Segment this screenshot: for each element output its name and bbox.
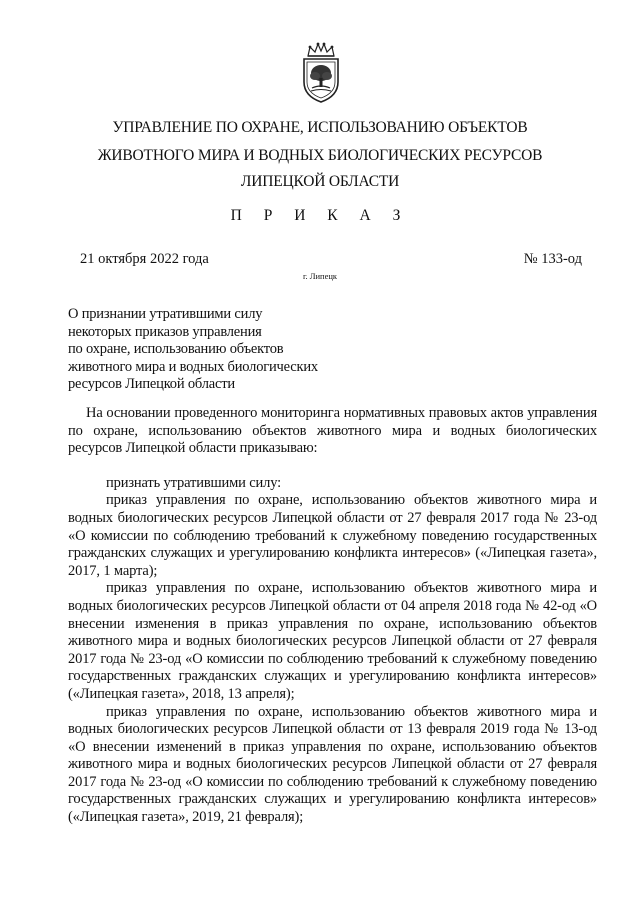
repealed-order-item: приказ управления по охране, использованию объектов животного мира и водных биологических ресурсов Липецкой области от 27 февраля 2017 года № 23-од «О комиссии по соблюдению требований к служебному поведению государственных гражданских служащих и урегулированию конфликта интересов» («Липецкая газета», 2017, 1 марта); [68, 492, 597, 579]
order-title-line: некоторых приказов управления [68, 323, 262, 340]
organization-name-line-1: УПРАВЛЕНИЕ ПО ОХРАНЕ, ИСПОЛЬЗОВАНИЮ ОБЪЕКТОВ [112, 119, 528, 136]
order-title-line: ресурсов Липецкой области [68, 376, 235, 392]
order-title [68, 306, 318, 394]
order-number: № 133-од [523, 251, 582, 267]
order-date: 21 октября 2022 года [80, 251, 209, 267]
decision-paragraph: признать утратившими силу: [106, 474, 282, 491]
order-title-line: животного мира и водных биологических [68, 358, 318, 375]
repealed-order-item: приказ управления по охране, использованию объектов животного мира и водных биологических ресурсов Липецкой области от 04 апреля 2018 года № 42-од «О внесении изменения в приказ управления по охране, использованию объектов животного мира и водных биологических ресурсов Липецкой области от 27 февраля 2017 года № 23-од «О комиссии по соблюдению требований к служебному поведению государственных гражданских служащих и урегулированию конфликта интересов» («Липецкая газета», 2018, 13 апреля); [68, 580, 597, 702]
coat-of-arms-emblem [296, 42, 346, 104]
order-title-line: по охране, использованию объектов [68, 341, 284, 357]
organization-name-line-2: ЖИВОТНОГО МИРА И ВОДНЫХ БИОЛОГИЧЕСКИХ РЕСУРСОВ [97, 147, 543, 164]
organization-name-line-3: ЛИПЕЦКОЙ ОБЛАСТИ [240, 173, 400, 190]
document-type: П Р И К А З [230, 207, 410, 224]
order-body [68, 405, 597, 827]
order-title-line: О признании утратившими силу [68, 306, 263, 322]
preamble-paragraph: На основании проведенного мониторинга нормативных правовых актов управления по охране, использованию объектов животного мира и водных биологических ресурсов Липецкой области приказываю: [68, 405, 597, 457]
repealed-order-item: приказ управления по охране, использованию объектов животного мира и водных биологических ресурсов Липецкой области от 13 февраля 2019 года № 13-од «О внесении изменений в приказ управления по охране, использованию объектов животного мира и водных биологических ресурсов Липецкой области от 27 февраля 2017 года № 23-од «О комиссии по соблюдению требований к служебному поведению государственных гражданских служащих и урегулированию конфликта интересов» («Липецкая газета», 2019, 21 февраля); [68, 703, 597, 826]
order-city: г. Липецк [302, 271, 338, 281]
